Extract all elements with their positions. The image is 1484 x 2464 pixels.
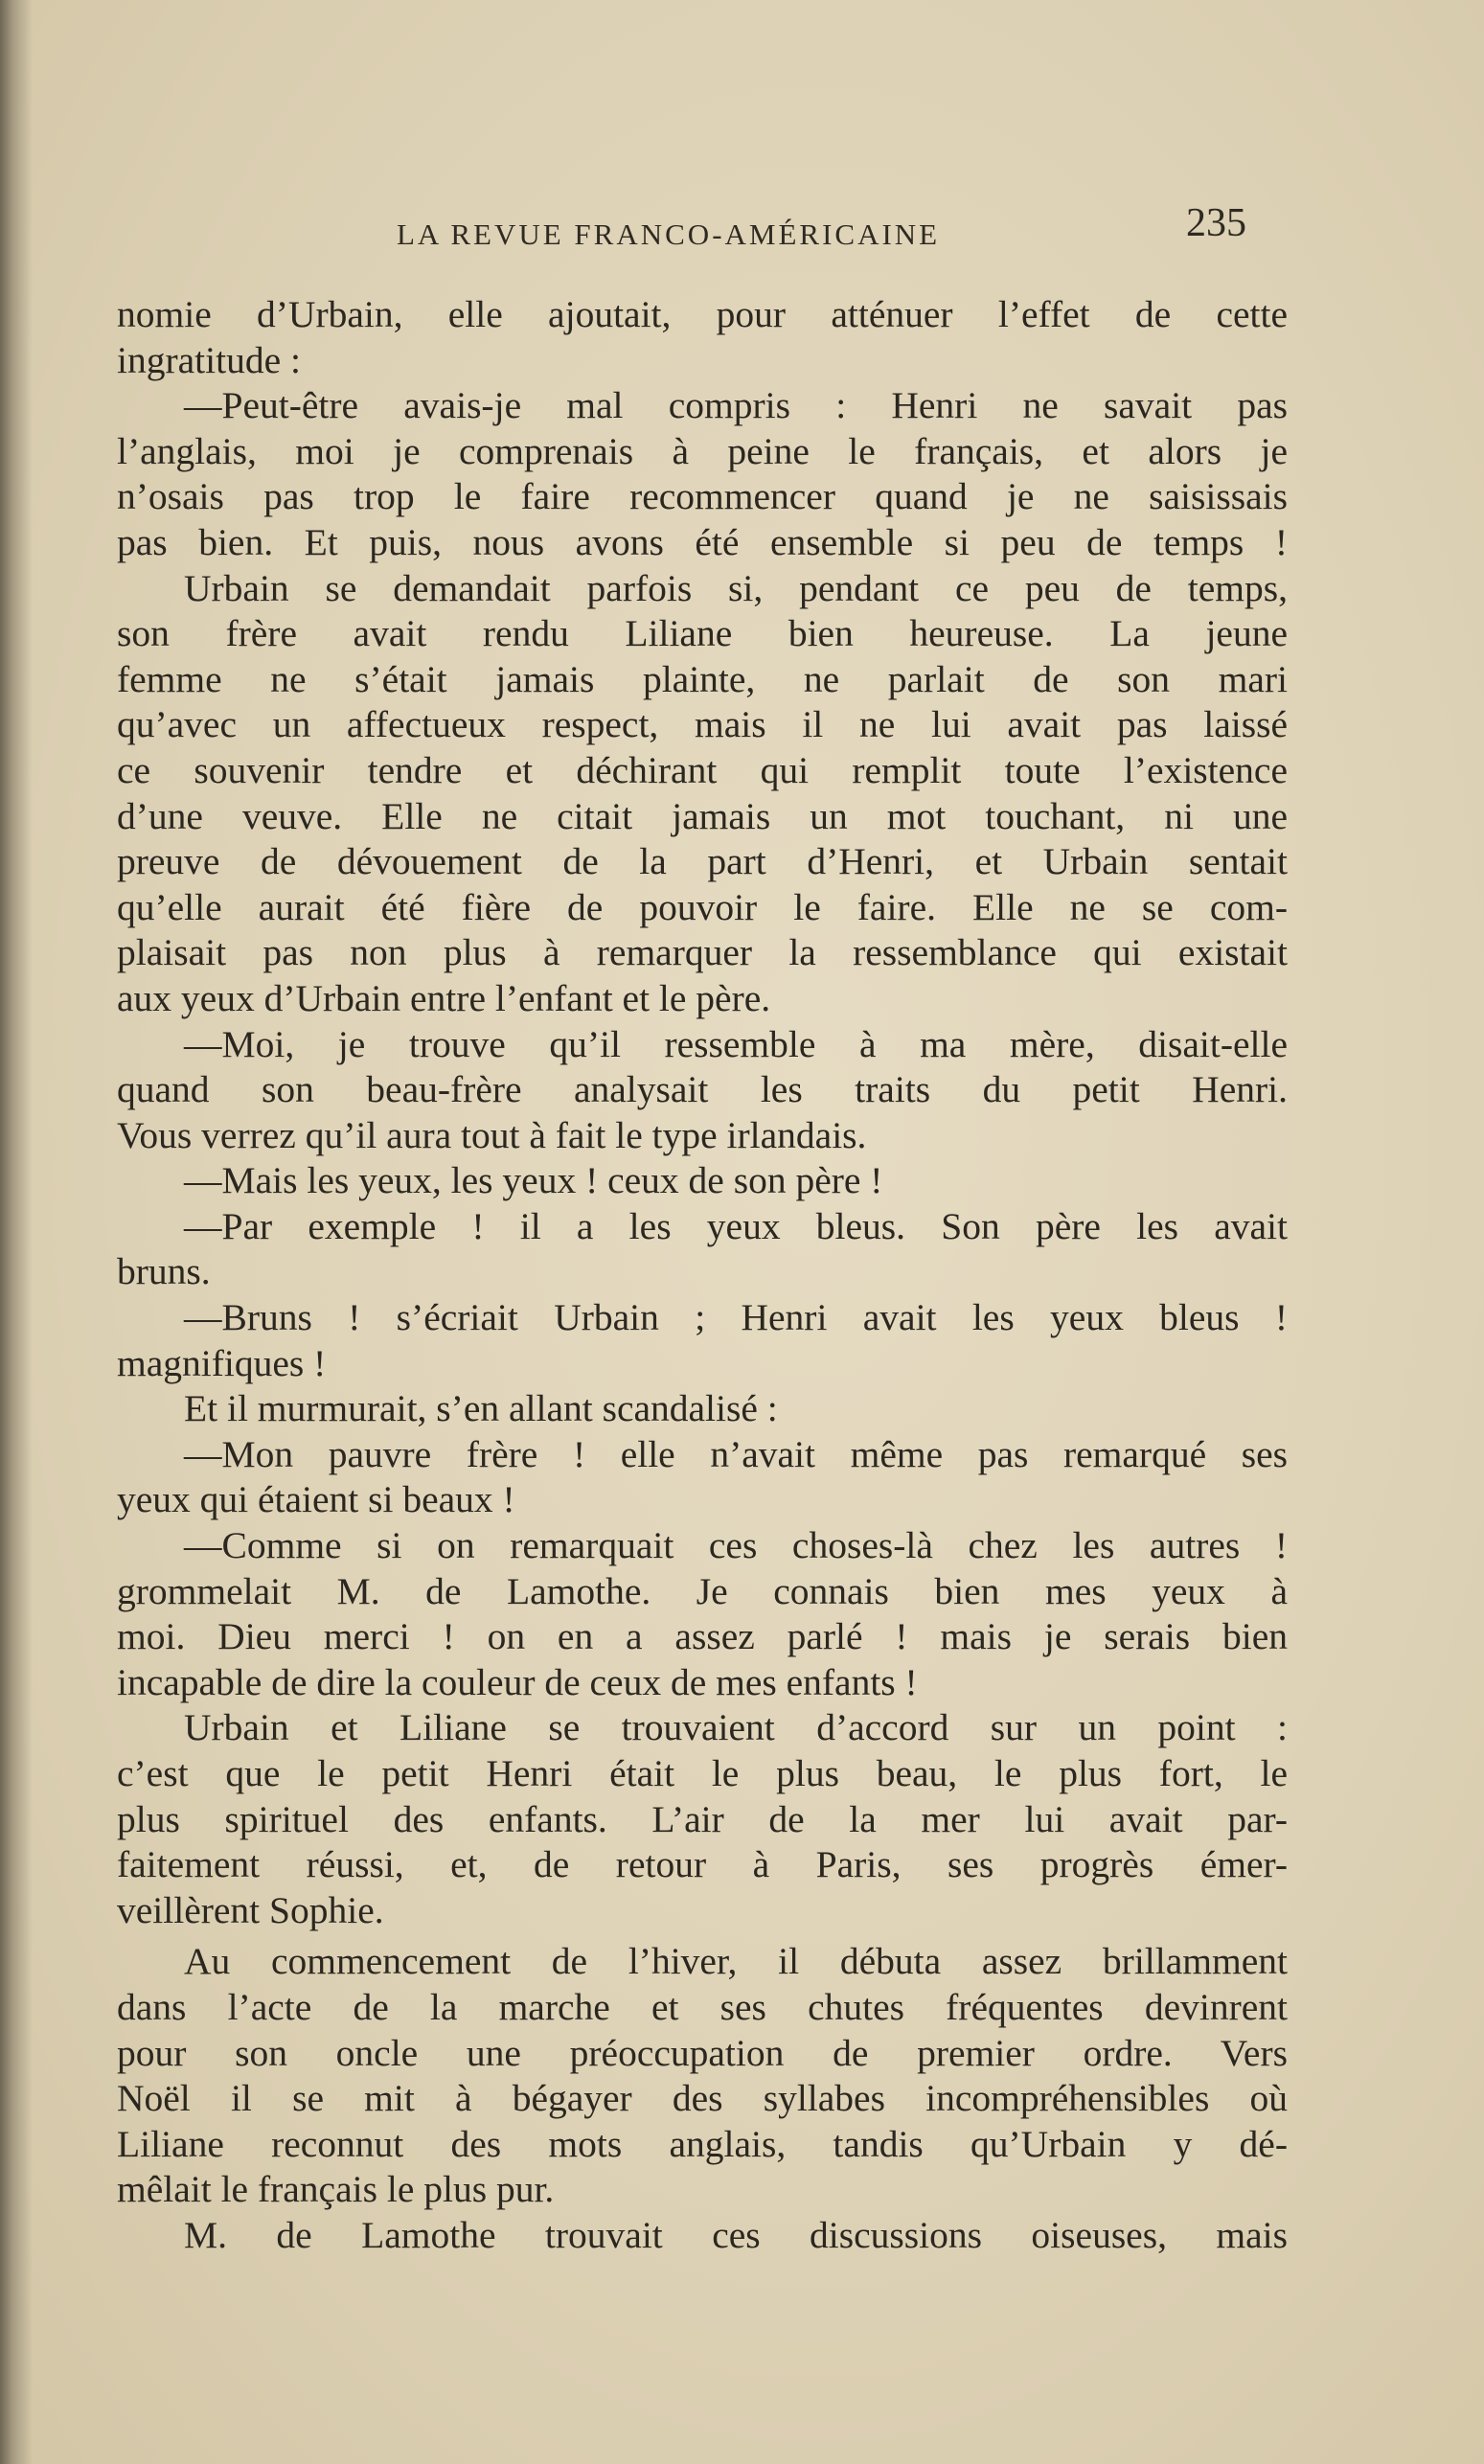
text-line: —Par exemple ! il a les yeux bleus. Son père les avait [184,1204,1288,1247]
text-line: veillèrent Sophie. [117,1888,384,1931]
text-line: grommelait M. de Lamothe. Je connais bien mes yeux à [117,1569,1288,1612]
binding-shadow [0,0,33,2464]
text-line: Et il murmurait, s’en allant scandalisé : [184,1387,778,1430]
text-line: n’osais pas trop le faire recommencer quand je ne saisissais [117,475,1288,518]
text-line: l’anglais, moi je comprenais à peine le français, et alors je [117,429,1288,472]
text-line: Au commencement de l’hiver, il débuta assez brillamment [184,1940,1288,1983]
text-line: incapable de dire la couleur de ceux de mes enfants ! [117,1660,918,1703]
page-number: 235 [1186,201,1246,245]
text-line: dans l’acte de la marche et ses chutes fréquentes devinrent [117,1985,1288,2028]
text-line: Noël il se mit à bégayer des syllabes incompréhensibles où [117,2077,1288,2120]
text-line: pour son oncle une préoccupation de premier ordre. Vers [117,2031,1288,2074]
body-text [117,292,1288,2259]
text-line: c’est que le petit Henri était le plus beau, le plus fort, le [117,1752,1288,1794]
text-line: Urbain et Liliane se trouvaient d’accord sur un point : [184,1706,1288,1749]
page-header [0,196,1484,254]
text-line: moi. Dieu merci ! on en a assez parlé ! mais je serais bien [117,1615,1288,1658]
text-line: plaisait pas non plus à remarquer la ressemblance qui existait [117,931,1288,974]
text-line: Vous verrez qu’il aura tout à fait le type irlandais. [117,1113,867,1156]
text-line: qu’elle aurait été fière de pouvoir le faire. Elle ne se com- [117,885,1288,928]
text-line: —Mon pauvre frère ! elle n’avait même pas remarqué ses [184,1432,1288,1475]
text-line: son frère avait rendu Liliane bien heureuse. La jeune [117,612,1288,655]
text-line: M. de Lamothe trouvait ces discussions oiseuses, mais [184,2213,1288,2256]
text-line: preuve de dévouement de la part d’Henri, et Urbain sentait [117,840,1288,883]
text-line: —Moi, je trouve qu’il ressemble à ma mère, disait-elle [184,1022,1288,1065]
text-line: nomie d’Urbain, elle ajoutait, pour atténuer l’effet de cette [117,293,1288,335]
text-line: plus spirituel des enfants. L’air de la mer lui avait par- [117,1797,1288,1840]
text-line: ce souvenir tendre et déchirant qui remplit toute l’existence [117,748,1288,791]
text-line: —Mais les yeux, les yeux ! ceux de son père ! [184,1159,883,1202]
text-line: magnifiques ! [117,1341,327,1384]
text-line: —Bruns ! s’écriait Urbain ; Henri avait les yeux bleus ! [184,1296,1288,1339]
text-line: ingratitude : [117,338,301,381]
text-line: faitement réussi, et, de retour à Paris, ses progrès émer- [117,1843,1288,1886]
text-line: pas bien. Et puis, nous avons été ensemble si peu de temps ! [117,520,1288,563]
text-line: Liliane reconnut des mots anglais, tandis qu’Urbain y dé- [117,2122,1288,2165]
text-line: bruns. [117,1250,211,1293]
text-line: d’une veuve. Elle ne citait jamais un mot touchant, ni une [117,794,1288,837]
text-line: aux yeux d’Urbain entre l’enfant et le père. [117,976,771,1019]
text-line: yeux qui étaient si beaux ! [117,1478,515,1521]
text-line: femme ne s’était jamais plainte, ne parlait de son mari [117,657,1288,700]
text-line: —Comme si on remarquait ces choses-là chez les autres ! [184,1524,1288,1567]
text-line: qu’avec un affectueux respect, mais il ne lui avait pas laissé [117,703,1288,746]
text-line: mêlait le français le plus pur. [117,2168,555,2211]
text-line: Urbain se demandait parfois si, pendant ce peu de temps, [184,566,1288,609]
text-line: —Peut-être avais-je mal compris : Henri ne savait pas [184,384,1288,427]
text-line: quand son beau-frère analysait les traits du petit Henri. [117,1068,1288,1111]
running-title: LA REVUE FRANCO-AMÉRICAINE [397,217,941,251]
